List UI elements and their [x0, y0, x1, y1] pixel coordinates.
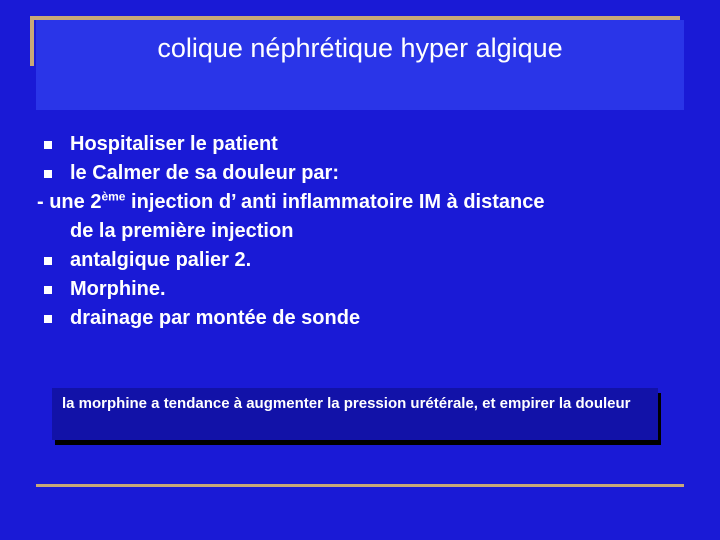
list-item — [36, 130, 696, 159]
list-subitem-continuation — [36, 217, 696, 246]
bottom-rule — [36, 484, 684, 487]
square-bullet-icon — [44, 286, 52, 294]
square-bullet-icon — [44, 170, 52, 178]
list-item-text: drainage par montée de sonde — [70, 307, 361, 329]
list-subitem — [36, 188, 696, 217]
square-bullet-icon — [44, 257, 52, 265]
list-item — [36, 304, 696, 333]
list-item — [36, 275, 696, 304]
subitem-text: injection d’ anti inflammatoire IM à distance — [125, 191, 545, 213]
subitem-superscript: ème — [101, 189, 126, 204]
list-item — [36, 246, 696, 275]
slide-content — [36, 130, 696, 333]
list-item-text: antalgique palier 2. — [70, 249, 252, 271]
subitem-prefix: - une 2 — [37, 191, 102, 213]
list-item — [36, 159, 696, 188]
list-item-text: Hospitaliser le patient — [70, 133, 278, 155]
note-text: la morphine a tendance à augmenter la pression urétérale, et empirer la douleur — [62, 395, 631, 412]
list-item-text: le Calmer de sa douleur par: — [70, 162, 339, 184]
slide-title: colique néphrétique hyper algique — [157, 33, 563, 63]
list-item-text: Morphine. — [70, 278, 166, 300]
square-bullet-icon — [44, 315, 52, 323]
square-bullet-icon — [44, 141, 52, 149]
title-frame-left-rule — [30, 16, 34, 66]
subitem-continuation-text: de la première injection — [70, 220, 294, 242]
